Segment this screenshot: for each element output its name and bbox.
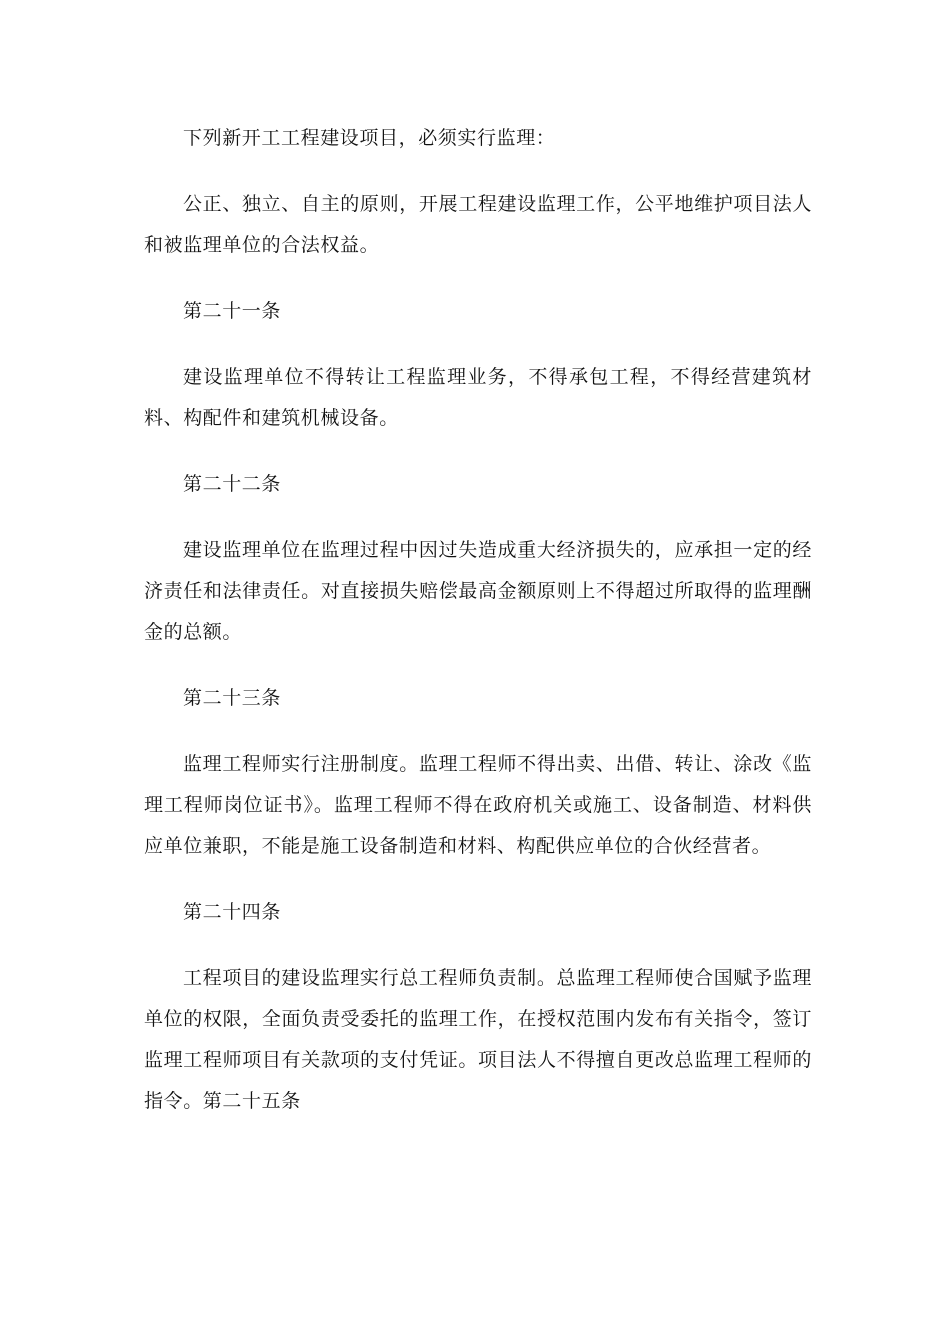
article-heading: 第二十三条 xyxy=(183,687,282,709)
paragraph: 建设监理单位在监理过程中因过失造成重大经济损失的，应承担一定的经济责任和法律责任。对直接损失赔偿最高金额原则上不得超过所取得的监理酬金的总额。 xyxy=(144,539,812,643)
paragraph: 工程项目的建设监理实行总工程师负责制。总监理工程师使合国赋予监理单位的权限，全面负责受委托的监理工作，在授权范围内发布有关指令，签订监理工程师项目有关款项的支付凭证。项目法人不得擅自更改总监理工程师的指令。第二十五条 xyxy=(144,967,812,1112)
article-heading: 第二十四条 xyxy=(183,901,282,923)
article-heading: 第二十一条 xyxy=(183,300,282,322)
paragraph: 监理工程师实行注册制度。监理工程师不得出卖、出借、转让、涂改《监理工程师岗位证书》。监理工程师不得在政府机关或施工、设备制造、材料供应单位兼职，不能是施工设备制造和材料、构配供应单位的合伙经营者。 xyxy=(144,753,812,857)
document-body xyxy=(144,118,812,1147)
paragraph: 公正、独立、自主的原则，开展工程建设监理工作，公平地维护项目法人和被监理单位的合法权益。 xyxy=(144,193,812,256)
paragraph: 建设监理单位不得转让工程监理业务，不得承包工程，不得经营建筑材料、构配件和建筑机械设备。 xyxy=(144,366,812,429)
paragraph: 下列新开工工程建设项目，必须实行监理： xyxy=(183,127,556,149)
article-heading: 第二十二条 xyxy=(183,473,282,495)
